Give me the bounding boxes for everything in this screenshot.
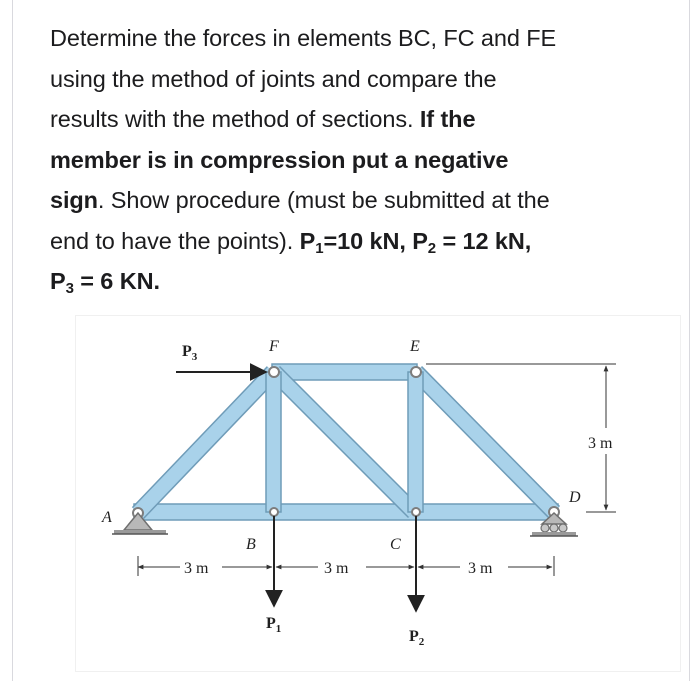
- problem-line-3: results with the method of sections. If the: [50, 106, 476, 132]
- truss-members: [134, 364, 558, 520]
- label-d: D: [569, 489, 581, 506]
- problem-line-7: [50, 261, 660, 302]
- label-p2: $P_2$: [409, 628, 425, 648]
- label-f: F: [269, 338, 279, 355]
- problem-statement: [50, 18, 660, 302]
- dim-span-3: 3 m: [468, 560, 493, 577]
- pin-e: [411, 367, 421, 377]
- member-fb: [266, 372, 281, 512]
- horizontal-dimension-labels: [184, 560, 493, 577]
- member-af: [138, 372, 273, 513]
- label-p1: $P_1$: [266, 615, 282, 635]
- dim-span-2: 3 m: [324, 560, 349, 577]
- problem-line-6: end to have the points). $P_1=10$ kN, $P_2 = 12$ kN,: [50, 227, 532, 257]
- pin-f: [269, 367, 279, 377]
- problem-line-2: using the method of joints and compare the: [50, 65, 497, 92]
- loads: [176, 372, 416, 611]
- dim-span-1: 3 m: [184, 560, 209, 577]
- problem-line-1: Determine the forces in elements BC, FC and FE: [50, 25, 557, 51]
- label-b: B: [246, 536, 256, 553]
- problem-line-5: sign. Show procedure (must be submitted at the: [50, 187, 550, 213]
- member-fc: [274, 372, 414, 512]
- truss-diagram: [76, 316, 680, 671]
- question-card: [12, 0, 690, 681]
- p3-value: $P_3 = 6$ KN.: [50, 268, 160, 297]
- label-c: C: [390, 536, 401, 553]
- member-fe: [272, 364, 417, 380]
- label-p3: $P_3$: [182, 343, 198, 363]
- problem-line-4: member is in compression put a negative: [50, 146, 509, 173]
- p1-value: $P_1=10$ kN, $P_2 = 12$ kN,: [299, 227, 532, 257]
- truss-figure: [75, 315, 681, 672]
- pin-c: [412, 508, 420, 516]
- label-e: E: [410, 338, 420, 355]
- member-ec: [408, 372, 423, 512]
- dim-height: 3 m: [588, 435, 613, 452]
- member-ed: [416, 372, 554, 512]
- pin-b: [270, 508, 278, 516]
- label-a: A: [102, 509, 112, 526]
- member-ad-bottom-chord: [134, 504, 558, 520]
